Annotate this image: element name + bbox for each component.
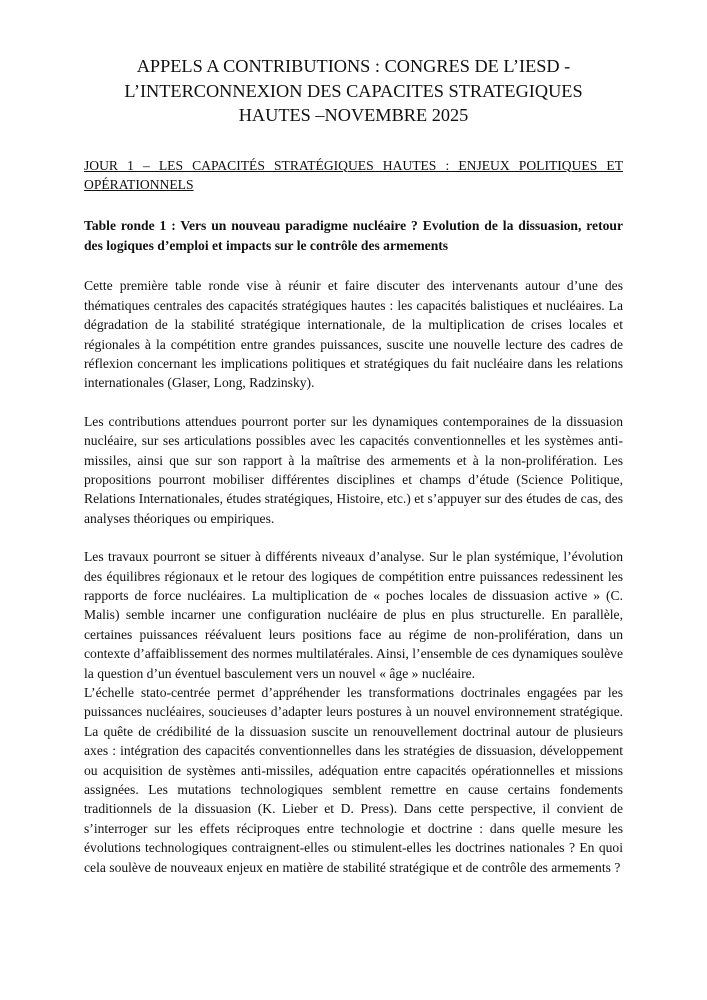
body-paragraph: Cette première table ronde vise à réunir et faire discuter des intervenants autour d’une des thématiques centrales des capacités stratégiques hautes : les capacités balistiques et nucléaires. La dégradation de la stabilité stratégique internationale, de la multiplication de crises locales et régionales à la compétition entre grandes puissances, suscite une nouvelle lecture des cadres de réflexion concernant les implications politiques et stratégiques du fait nucléaire dans les relations internationales (Glaser, Long, Radzinsky). bbox=[84, 278, 623, 391]
body-paragraph: Les travaux pourront se situer à différents niveaux d’analyse. Sur le plan systémique, l’évolution des équilibres régionaux et le retour des logiques de compétition entre puissances redessinent les rapports de force nucléaires. La multiplication de « poches locales de dissuasion active » (C. Malis) semble incarner une configuration nucléaire de plus en plus structurelle. En parallèle, certaines puissances réévaluent leurs positions face au régime de non-prolifération, dans un contexte d’affaiblissement des normes multilatérales. Ainsi, l’ensemble de ces dynamiques soulève la question d’un éventuel basculement vers un nouvel « âge » nucléaire. bbox=[84, 549, 623, 681]
title-line: L’INTERCONNEXION DES CAPACITES STRATEGIQUES bbox=[124, 80, 583, 101]
document-title bbox=[84, 54, 623, 128]
body-paragraph: L’échelle stato-centrée permet d’appréhender les transformations doctrinales engagées par les puissances nucléaires, soucieuses d’adapter leurs postures à un nouvel environnement stratégique. La quête de crédibilité de la dissuasion suscite un renouvellement doctrinal autour de plusieurs axes : intégration des capacités conventionnelles dans les stratégies de dissuasion, développement ou acquisition de systèmes anti-missiles, adéquation entre capacités opérationnelles et missions assignées. Les mutations technologiques semblent remettre en cause certains fondements traditionnels de la dissuasion (K. Lieber et D. Press). Dans cette perspective, il convient de s’interroger sur les effets réciproques entre technologie et doctrine : dans quelle mesure les évolutions technologiques contraignent-elles ou stimulent-elles les doctrines nationales ? En quoi cela soulève de nouveaux enjeux en matière de stabilité stratégique et de contrôle des armements ? bbox=[84, 685, 623, 875]
day-heading: JOUR 1 – LES CAPACITÉS STRATÉGIQUES HAUTES : ENJEUX POLITIQUES ET OPÉRATIONNELS bbox=[84, 157, 623, 192]
title-line: APPELS A CONTRIBUTIONS : CONGRES DE L’IESD - bbox=[136, 56, 571, 76]
title-line: HAUTES –NOVEMBRE 2025 bbox=[238, 105, 469, 125]
table-round-heading: Table ronde 1 : Vers un nouveau paradigme nucléaire ? Evolution de la dissuasion, retour des logiques d’emploi et impacts sur le contrôle des armements bbox=[84, 218, 623, 254]
body-paragraph: Les contributions attendues pourront porter sur les dynamiques contemporaines de la dissuasion nucléaire, sur ses articulations possibles avec les capacités conventionnelles et les systèmes anti-missiles, ainsi que sur son rapport à la maîtrise des armements et à la non-prolifération. Les propositions pourront mobiliser différentes disciplines et champs d’étude (Science Politique, Relations Internationales, études stratégiques, Histoire, etc.) et s’appuyer sur des études de cas, des analyses théoriques ou empiriques. bbox=[84, 413, 623, 526]
